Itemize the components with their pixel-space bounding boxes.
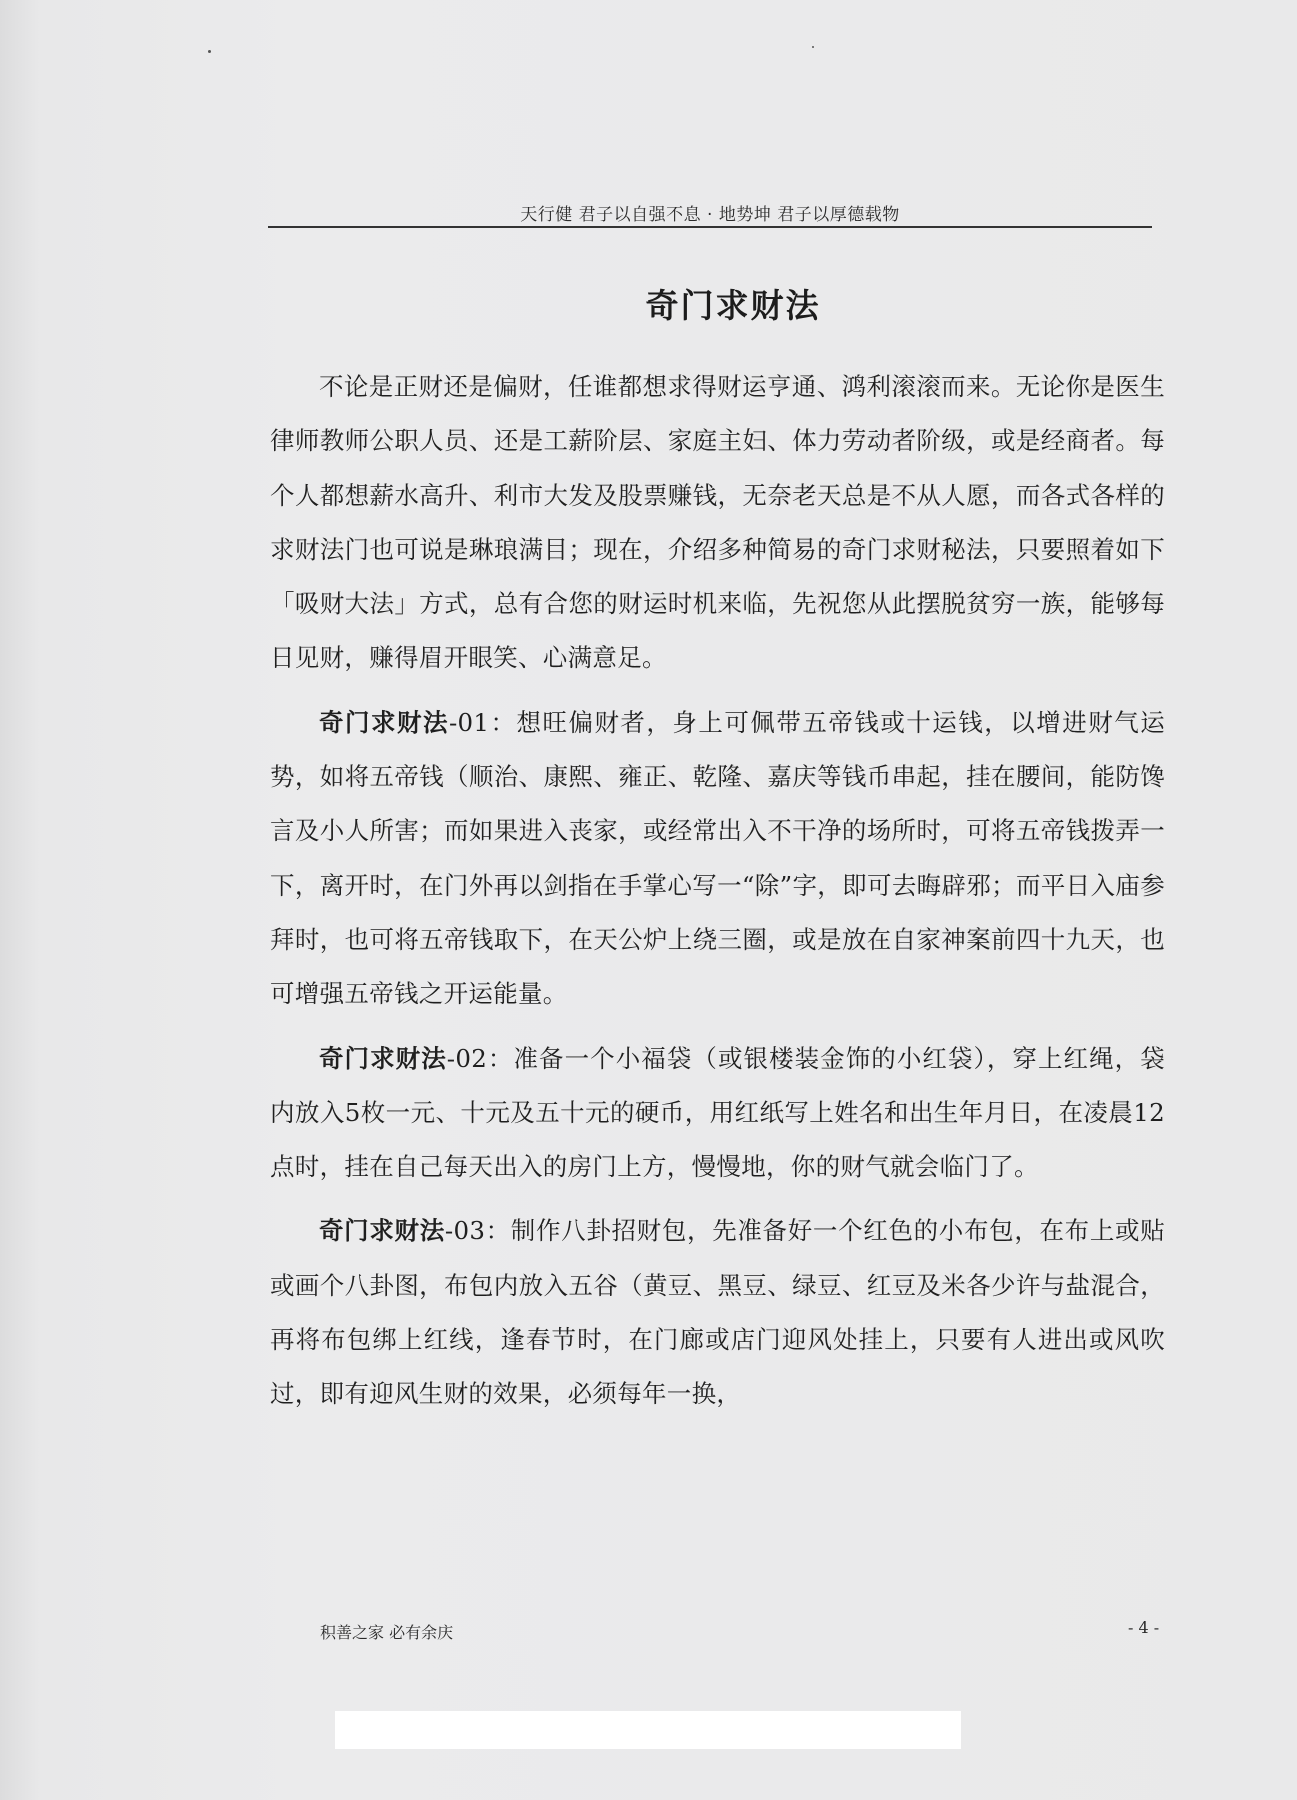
page-number: - 4 -: [1128, 1618, 1160, 1637]
paragraph-text: -02：准备一个小福袋（或银楼装金饰的小红袋），穿上红绳，袋内放入5枚一元、十元及五十元的硬币，用红纸写上姓名和出生年月日，在凌晨12点时，挂在自己每天出入的房门上方，慢慢地，你的财气就会临门了。: [270, 1043, 1165, 1182]
paragraph-text: -03：制作八卦招财包，先准备好一个红色的小布包，在布上或贴或画个八卦图，布包内放入五谷（黄豆、黑豆、绿豆、红豆及米各少许与盐混合，再将布包绑上红线，逢春节时，在门廊或店门迎风处挂上，只要有人进出或风吹过，即有迎风生财的效果，必须每年一换，: [270, 1216, 1166, 1409]
page-title: 奇门求财法: [645, 286, 821, 325]
method-label: 奇门求财法: [319, 707, 449, 737]
scan-speck: [812, 46, 814, 48]
body-text: [270, 360, 1165, 1422]
paragraph-method-03: [270, 1204, 1165, 1421]
paragraph-text: -01：想旺偏财者，身上可佩带五帝钱或十运钱，以增进财气运势，如将五帝钱（顺治、康熙、雍正、乾隆、嘉庆等钱币串起，挂在腰间，能防馋言及小人所害；而如果进入丧家，或经常出入不干净的场所时，可将五帝钱拨弄一下，离开时，在门外再以剑指在手掌心写一“除”字，即可去晦辟邪；而平日入庙参拜时，也可将五帝钱取下，在天公炉上绕三圈，或是放在自家神案前四十九天，也可增强五帝钱之开运能量。: [270, 707, 1166, 1009]
paragraph-intro: [270, 360, 1165, 686]
scan-speck: [208, 50, 211, 53]
header-motto: 天行健 君子以自强不息 · 地势坤 君子以厚德载物: [520, 205, 900, 225]
footer-motto: 积善之家 必有余庆: [320, 1623, 454, 1642]
header-rule: [268, 226, 1152, 228]
paragraph-text: 不论是正财还是偏财，任谁都想求得财运亨通、鸿利滚滚而来。无论你是医生律师教师公职人员、还是工薪阶层、家庭主妇、体力劳动者阶级，或是经商者。每个人都想薪水高升、利市大发及股票赚钱，无奈老天总是不从人愿，而各式各样的求财法门也可说是琳琅满目；现在，介绍多种简易的奇门求财秘法，只要照着如下「吸财大法」方式，总有合您的财运时机来临，先祝您从此摆脱贫穷一族，能够每日见财，赚得眉开眼笑、心满意足。: [270, 372, 1165, 673]
paragraph-method-01: [270, 696, 1165, 1022]
method-label: 奇门求财法: [319, 1216, 445, 1246]
redaction-bar: [335, 1711, 961, 1749]
method-label: 奇门求财法: [319, 1043, 447, 1073]
paragraph-method-02: [270, 1032, 1165, 1195]
